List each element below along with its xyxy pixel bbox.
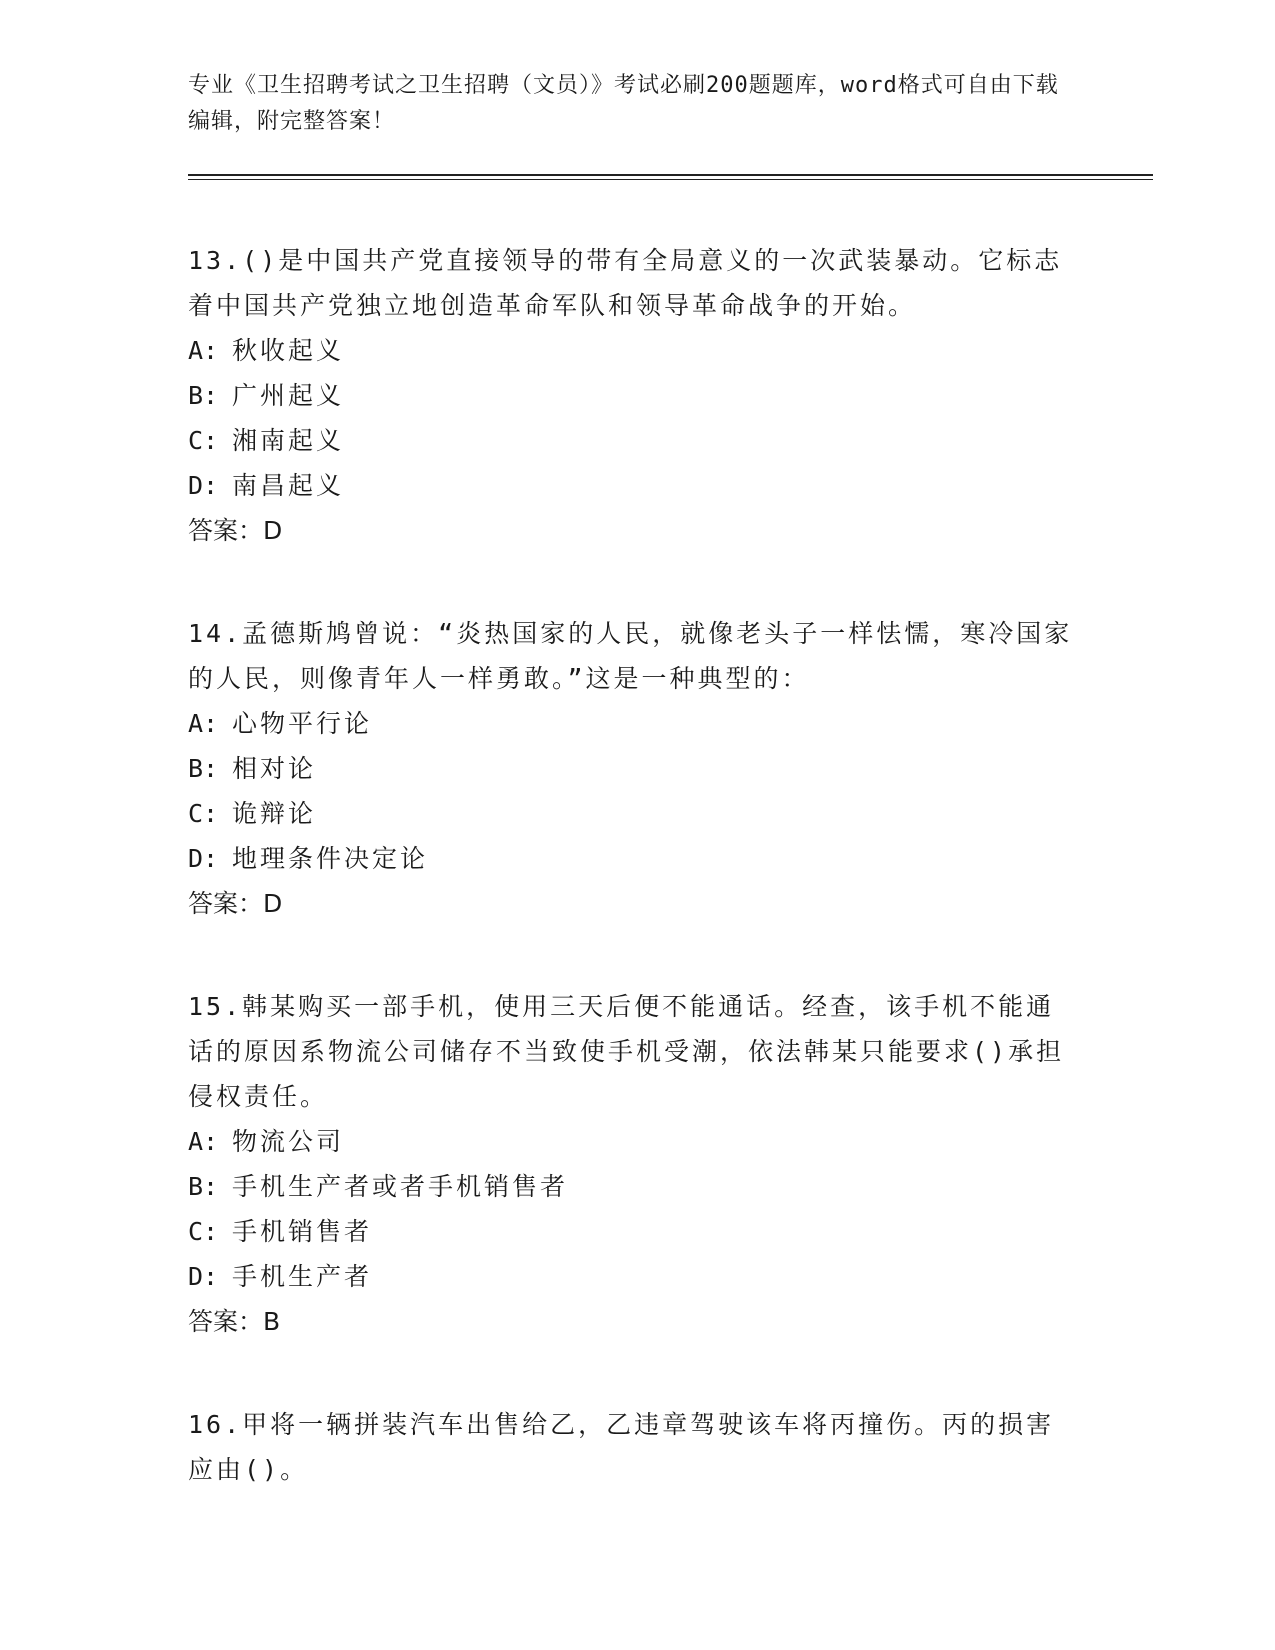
divider-line-top xyxy=(188,174,1153,176)
option-text: 心物平行论 xyxy=(232,709,373,738)
divider-line-bottom xyxy=(188,179,1153,180)
document-page xyxy=(188,68,1148,1492)
option-letter: C: xyxy=(188,1217,219,1246)
option-text: 手机销售者 xyxy=(232,1217,373,1246)
question-text: 13.()是中国共产党直接领导的带有全局意义的一次武装暴动。它标志着中国共产党独立地创造革命军队和领导革命战争的开始。 xyxy=(188,246,1063,320)
option-text: 手机生产者 xyxy=(232,1262,373,1291)
option-text: 广州起义 xyxy=(232,381,345,410)
option-b xyxy=(188,1164,1148,1209)
option-letter: B: xyxy=(188,1172,219,1201)
option-letter: B: xyxy=(188,754,219,783)
option-letter: D: xyxy=(188,1262,219,1291)
option-b xyxy=(188,373,1148,418)
option-letter: A: xyxy=(188,709,219,738)
option-text: 南昌起义 xyxy=(232,471,345,500)
option-text: 秋收起义 xyxy=(232,336,345,365)
question-text: 16.甲将一辆拼装汽车出售给乙，乙违章驾驶该车将丙撞伤。丙的损害应由()。 xyxy=(188,1410,1055,1484)
answer-line: 答案：D xyxy=(188,889,283,918)
header-divider xyxy=(188,174,1153,180)
option-letter: D: xyxy=(188,471,219,500)
question-16 xyxy=(188,1402,1148,1492)
option-c xyxy=(188,418,1148,463)
option-d xyxy=(188,1254,1148,1299)
answer-line: 答案：B xyxy=(188,1307,281,1336)
option-letter: A: xyxy=(188,1127,219,1156)
option-a xyxy=(188,701,1148,746)
option-text: 湘南起义 xyxy=(232,426,345,455)
question-text: 15.韩某购买一部手机，使用三天后便不能通话。经查，该手机不能通话的原因系物流公司储存不当致使手机受潮，依法韩某只能要求()承担侵权责任。 xyxy=(188,992,1065,1111)
question-13 xyxy=(188,238,1148,553)
option-letter: C: xyxy=(188,426,219,455)
option-b xyxy=(188,746,1148,791)
answer-line: 答案：D xyxy=(188,516,283,545)
option-c xyxy=(188,1209,1148,1254)
option-letter: B: xyxy=(188,381,219,410)
option-d xyxy=(188,463,1148,508)
option-d xyxy=(188,836,1148,881)
option-letter: D: xyxy=(188,844,219,873)
option-letter: C: xyxy=(188,799,219,828)
question-15 xyxy=(188,984,1148,1344)
option-text: 相对论 xyxy=(232,754,317,783)
option-a xyxy=(188,328,1148,373)
option-text: 物流公司 xyxy=(232,1127,345,1156)
option-c xyxy=(188,791,1148,836)
option-text: 诡辩论 xyxy=(232,799,317,828)
question-text: 14.孟德斯鸠曾说：“炎热国家的人民，就像老头子一样怯懦，寒冷国家的人民，则像青年人一样勇敢。”这是一种典型的： xyxy=(188,619,1073,693)
question-14 xyxy=(188,611,1148,926)
option-text: 手机生产者或者手机销售者 xyxy=(232,1172,569,1201)
option-a xyxy=(188,1119,1148,1164)
document-header: 专业《卫生招聘考试之卫生招聘（文员）》考试必刷200题题库，word格式可自由下载编辑，附完整答案！ xyxy=(188,73,1059,134)
option-letter: A: xyxy=(188,336,219,365)
option-text: 地理条件决定论 xyxy=(232,844,429,873)
